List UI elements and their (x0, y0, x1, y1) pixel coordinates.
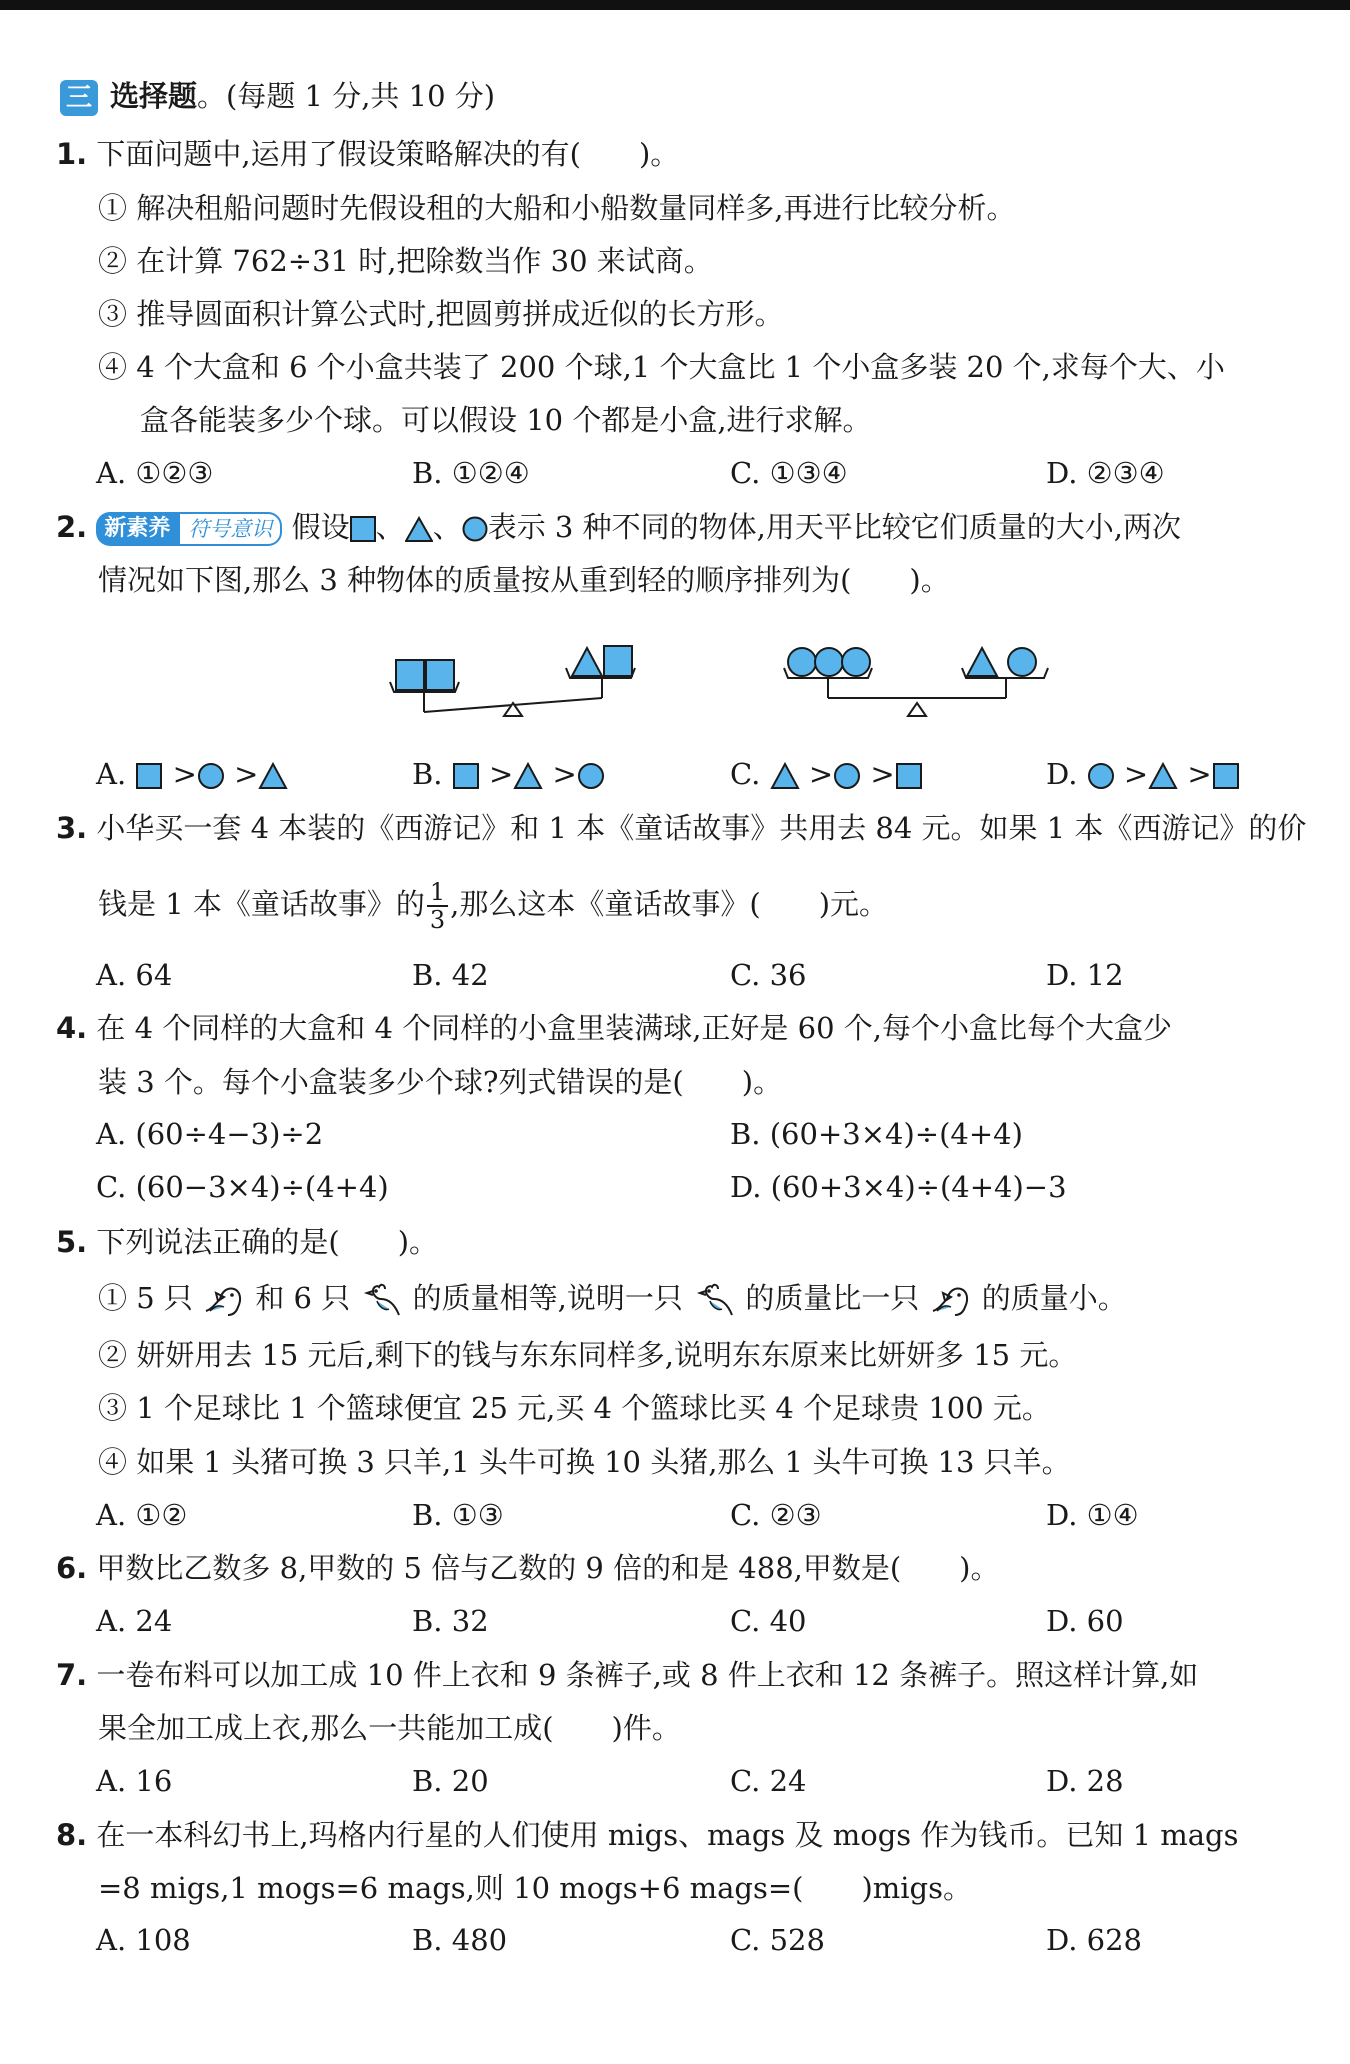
q5-item-3: ③ 1 个足球比 1 个篮球便宜 25 元,买 4 个篮球比买 4 个足球贵 100 元。 (98, 1391, 1051, 1425)
q5-item-1-b: 和 6 只 (255, 1281, 351, 1315)
circle-icon (1008, 648, 1036, 676)
balance-diagrams (380, 630, 1060, 730)
q7-option-d[interactable]: D. 28 (1046, 1764, 1124, 1798)
q8-line2: =8 migs,1 mogs=6 mags,则 10 mogs+6 mags=( )migs。 (98, 1871, 972, 1905)
triangle-icon (572, 648, 602, 676)
q3-option-d[interactable]: D. 12 (1046, 958, 1124, 992)
fraction-one-third (427, 879, 448, 933)
circle-icon (788, 648, 816, 676)
q8-option-d[interactable]: D. 628 (1046, 1923, 1143, 1957)
q2-option-d-label: D. (1046, 757, 1078, 791)
q4-option-a[interactable]: A. (60÷4−3)÷2 (96, 1117, 324, 1151)
square-icon (396, 660, 424, 690)
q5-item-1-d: 的质量比一只 (745, 1281, 920, 1315)
q6-stem-text: 甲数比乙数多 8,甲数的 5 倍与乙数的 9 倍的和是 488,甲数是( )。 (96, 1551, 1000, 1585)
q2-option-d[interactable] (1046, 754, 1240, 794)
q5-option-a[interactable]: A. ①② (96, 1498, 188, 1532)
circle-icon (462, 516, 488, 542)
q2-stem-line2: 情况如下图,那么 3 种物体的质量按从重到轻的顺序排列为( )。 (98, 563, 950, 597)
top-border (0, 0, 1350, 10)
q1-option-c[interactable]: C. ①③④ (730, 456, 848, 490)
q2-option-b-label: B. (412, 757, 443, 791)
circle-icon (833, 762, 861, 790)
q8-option-b[interactable]: B. 480 (412, 1923, 508, 1957)
q4-option-b[interactable]: B. (60+3×4)÷(4+4) (730, 1117, 1023, 1151)
q1-stem-text: 下面问题中,运用了假设策略解决的有( )。 (96, 137, 680, 171)
q1-number: 1. (56, 137, 88, 171)
q6-number: 6. (56, 1551, 88, 1585)
q5-item-1 (98, 1278, 1127, 1319)
duck-icon (202, 1281, 246, 1319)
q7-number: 7. (56, 1658, 88, 1692)
duck-icon (929, 1281, 973, 1319)
q3-line2 (98, 876, 888, 933)
q2-number: 2. (56, 510, 88, 544)
q1-item-2: ② 在计算 762÷31 时,把除数当作 30 来试商。 (98, 244, 713, 278)
q2-stem-a: 假设 (291, 510, 350, 544)
q6-option-b[interactable]: B. 32 (412, 1604, 489, 1638)
tag-symbol-sense: 符号意识 (178, 512, 282, 546)
gt-sign: > (172, 757, 197, 791)
triangle-icon (967, 648, 997, 676)
q5-number: 5. (56, 1225, 88, 1259)
q5-stem-text: 下列说法正确的是( )。 (96, 1225, 439, 1259)
gt-sign: > (552, 757, 577, 791)
q3-line1-text: 小华买一套 4 本装的《西游记》和 1 本《童话故事》共用去 84 元。如果 1 本《西游记》的价 (96, 811, 1307, 845)
q5-stem (56, 1222, 438, 1262)
q6-option-c[interactable]: C. 40 (730, 1604, 807, 1638)
q7-line1 (56, 1655, 1198, 1695)
q2-stem-d: 表示 3 种不同的物体,用天平比较它们质量的大小,两次 (487, 510, 1182, 544)
q1-item-4-cont: 盒各能装多少个球。可以假设 10 个都是小盒,进行求解。 (140, 403, 872, 437)
q5-item-1-e: 的质量小。 (981, 1281, 1127, 1315)
q4-option-d[interactable]: D. (60+3×4)÷(4+4)−3 (730, 1170, 1067, 1204)
q1-stem (56, 134, 679, 174)
q7-option-c[interactable]: C. 24 (730, 1764, 807, 1798)
q3-line2-a: 钱是 1 本《童话故事》的 (98, 887, 425, 921)
q7-option-b[interactable]: B. 20 (412, 1764, 489, 1798)
gt-sign: > (870, 757, 895, 791)
square-icon (350, 516, 376, 542)
q4-option-c[interactable]: C. (60−3×4)÷(4+4) (96, 1170, 389, 1204)
q1-item-3: ③ 推导圆面积计算公式时,把圆剪拼成近似的长方形。 (98, 297, 784, 331)
q2-option-b[interactable] (412, 754, 605, 794)
square-icon (452, 762, 480, 790)
triangle-icon (405, 516, 433, 542)
q2-option-c[interactable] (730, 754, 923, 794)
section-title: 选择题 (110, 79, 198, 113)
q1-item-1: ① 解决租船问题时先假设租的大船和小船数量同样多,再进行比较分析。 (98, 191, 1016, 225)
q1-option-b[interactable]: B. ①②④ (412, 456, 530, 490)
square-icon (604, 646, 632, 676)
triangle-icon (258, 762, 288, 790)
q2-option-a[interactable] (96, 754, 288, 794)
circle-icon (842, 648, 870, 676)
q3-option-b[interactable]: B. 42 (412, 958, 489, 992)
q8-line1-text: 在一本科幻书上,玛格内行星的人们使用 migs、mags 及 mogs 作为钱币。已知 1 mags (96, 1818, 1239, 1852)
q1-option-d[interactable]: D. ②③④ (1046, 456, 1165, 490)
q5-option-b[interactable]: B. ①③ (412, 1498, 504, 1532)
square-icon (426, 660, 454, 690)
square-icon (895, 762, 923, 790)
q5-item-1-a: ① 5 只 (98, 1281, 193, 1315)
triangle-icon (513, 762, 543, 790)
q8-option-a[interactable]: A. 108 (96, 1923, 191, 1957)
circle-icon (577, 762, 605, 790)
q4-line1-text: 在 4 个同样的大盒和 4 个同样的小盒里装满球,正好是 60 个,每个小盒比每个大盒少 (96, 1011, 1172, 1045)
q3-line2-b: ,那么这本《童话故事》( )元。 (450, 887, 889, 921)
q4-number: 4. (56, 1011, 88, 1045)
q4-line2: 装 3 个。每个小盒装多少个球?列式错误的是( )。 (98, 1065, 783, 1099)
q5-option-d[interactable]: D. ①④ (1046, 1498, 1139, 1532)
gt-sign: > (488, 757, 514, 791)
q2-option-c-label: C. (730, 757, 761, 791)
fraction-numerator: 1 (427, 879, 448, 907)
square-icon (135, 762, 163, 790)
section-header (60, 76, 495, 116)
q3-number: 3. (56, 811, 88, 845)
chicken-icon (359, 1281, 403, 1319)
q5-item-4: ④ 如果 1 头猪可换 3 只羊,1 头牛可换 10 头猪,那么 1 头牛可换 13 只羊。 (98, 1445, 1071, 1479)
q8-number: 8. (56, 1818, 88, 1852)
balance-2 (784, 648, 1048, 716)
chicken-icon (692, 1281, 736, 1319)
gt-sign: > (1123, 757, 1149, 791)
tag-new-literacy: 新素养 (96, 512, 178, 546)
q1-item-4: ④ 4 个大盒和 6 个小盒共装了 200 个球,1 个大盒比 1 个小盒多装 20 个,求每个大、小 (98, 350, 1225, 384)
gt-sign: > (1187, 757, 1212, 791)
q8-option-c[interactable]: C. 528 (730, 1923, 825, 1957)
q5-item-1-c: 的质量相等,说明一只 (412, 1281, 683, 1315)
section-badge: 三 (60, 80, 98, 116)
q3-option-a[interactable]: A. 64 (96, 958, 173, 992)
q8-line1 (56, 1815, 1239, 1855)
q7-line1-text: 一卷布料可以加工成 10 件上衣和 9 条裤子,或 8 件上衣和 12 条裤子。照这样计算,如 (96, 1658, 1199, 1692)
circle-icon (815, 648, 843, 676)
section-note: 。(每题 1 分,共 10 分) (197, 79, 496, 113)
q2-stem (56, 507, 1181, 547)
q3-line1 (56, 808, 1306, 848)
q2-stem-b: 、 (375, 510, 405, 544)
q6-stem (56, 1548, 1000, 1588)
q7-option-a[interactable]: A. 16 (96, 1764, 173, 1798)
q6-option-a[interactable]: A. 24 (96, 1604, 173, 1638)
triangle-icon (770, 762, 800, 790)
circle-icon (1087, 762, 1115, 790)
circle-icon (197, 762, 225, 790)
q4-line1 (56, 1008, 1172, 1048)
q1-option-a[interactable]: A. ①②③ (96, 456, 214, 490)
q6-option-d[interactable]: D. 60 (1046, 1604, 1124, 1638)
q2-option-a-label: A. (96, 757, 127, 791)
gt-sign: > (808, 757, 834, 791)
q3-option-c[interactable]: C. 36 (730, 958, 807, 992)
triangle-icon (1148, 762, 1178, 790)
q5-option-c[interactable]: C. ②③ (730, 1498, 822, 1532)
q7-line2: 果全加工成上衣,那么一共能加工成( )件。 (98, 1711, 681, 1745)
gt-sign: > (234, 757, 259, 791)
q2-stem-c: 、 (432, 510, 462, 544)
fraction-denominator: 3 (429, 906, 446, 934)
square-icon (1212, 762, 1240, 790)
q5-item-2: ② 妍妍用去 15 元后,剩下的钱与东东同样多,说明东东原来比妍妍多 15 元。 (98, 1338, 1078, 1372)
balance-1 (390, 646, 635, 716)
